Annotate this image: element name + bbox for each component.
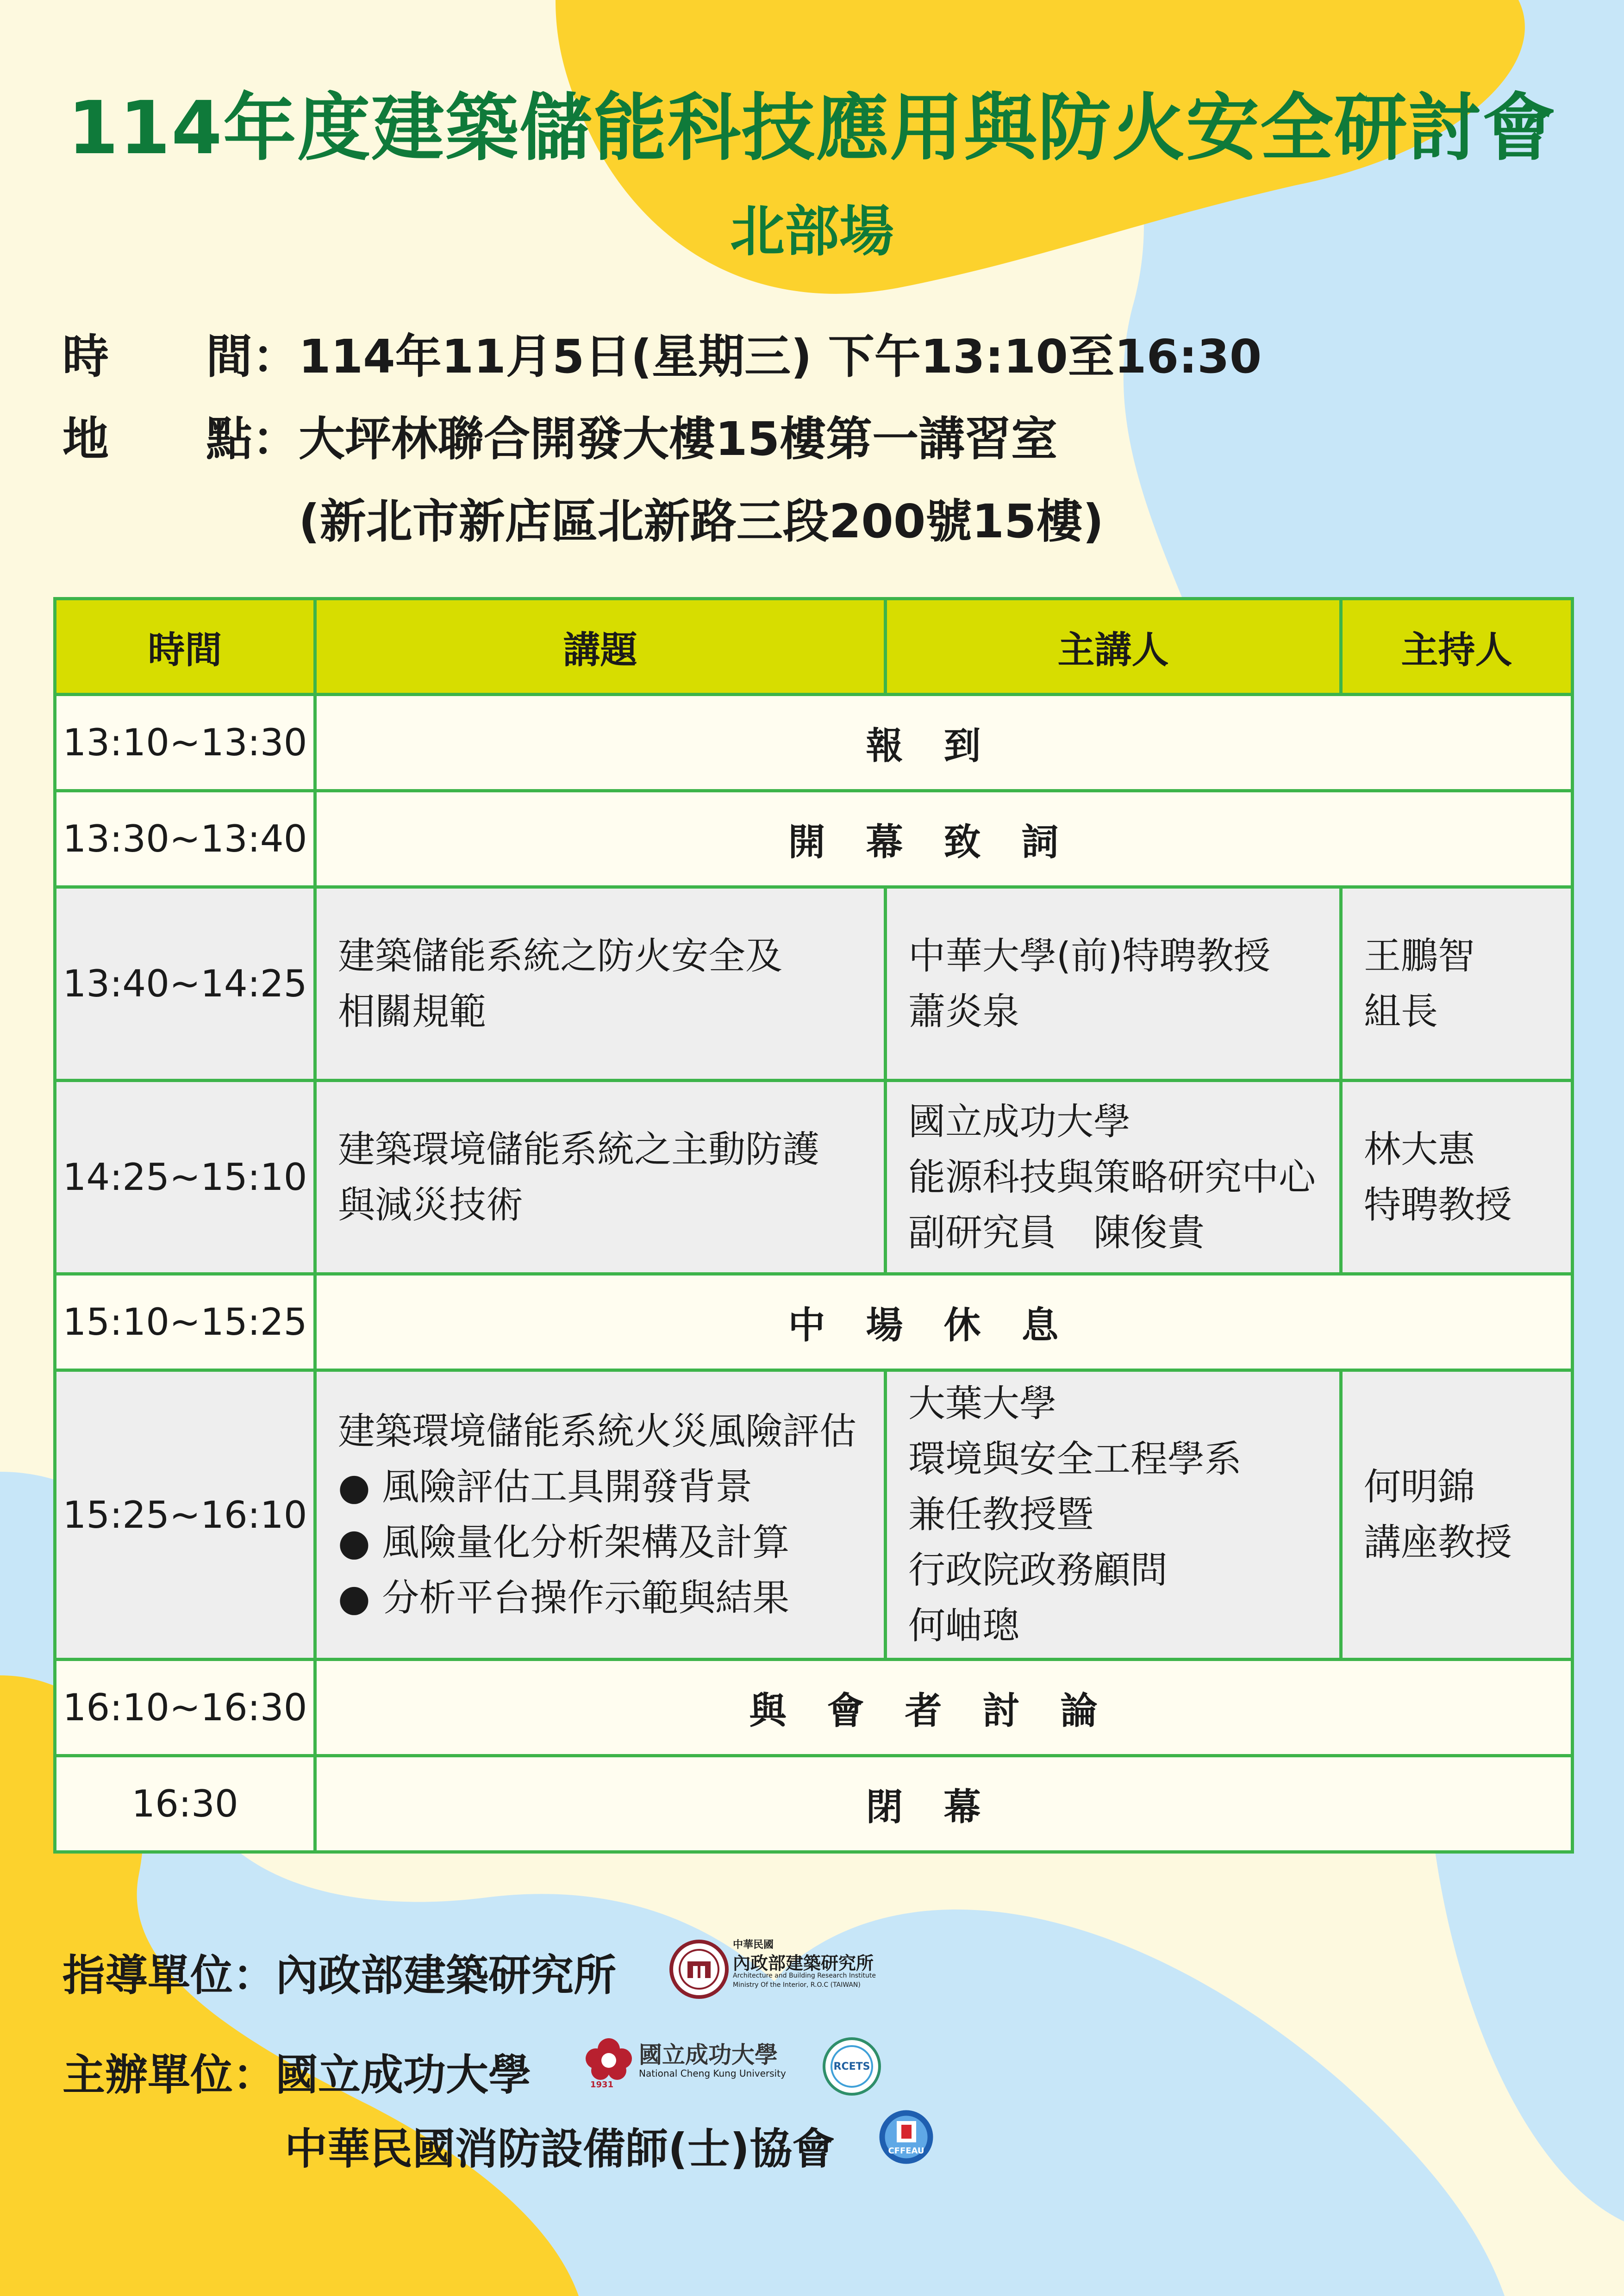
row-event: 與會者討論 — [315, 1660, 1573, 1756]
topic-line: 建築環境儲能系統火災風險評估 — [338, 1410, 856, 1453]
speaker-line: 大葉大學 — [908, 1382, 1056, 1425]
row-time: 16:30 — [55, 1756, 315, 1852]
host-line: 講座教授 — [1364, 1521, 1512, 1564]
table-row — [55, 1660, 1573, 1756]
table-row — [55, 1370, 1573, 1660]
footer-host-label: 主辦單位： — [62, 2050, 276, 2100]
rcets-logo — [822, 2036, 882, 2097]
speaker-line: 兼任教授暨 — [908, 1493, 1093, 1536]
speaker-line: 行政院政務顧問 — [908, 1549, 1168, 1592]
cffeau-emblem-icon — [877, 2108, 935, 2166]
cffeau-label: CFFEAU — [888, 2146, 924, 2156]
row-topic — [315, 1081, 886, 1274]
page-title: 114年度建築儲能科技應用與防火安全研討會 — [68, 86, 1556, 171]
row-time: 15:10~15:25 — [55, 1274, 315, 1370]
row-time: 15:25~16:10 — [55, 1370, 315, 1660]
host-line: 何明錦 — [1364, 1465, 1475, 1508]
header-speaker: 主講人 — [886, 599, 1341, 695]
row-host — [1341, 887, 1573, 1081]
row-time: 14:25~15:10 — [55, 1081, 315, 1274]
speaker-line: 環境與安全工程學系 — [908, 1437, 1242, 1481]
row-speaker — [886, 1081, 1341, 1274]
row-time: 16:10~16:30 — [55, 1660, 315, 1756]
topic-line: 與減災技術 — [338, 1183, 523, 1226]
row-event: 開幕致詞 — [315, 791, 1573, 887]
topic-line: 相關規範 — [338, 989, 486, 1033]
info-place-value: 大坪林聯合開發大樓15樓第一講習室 — [299, 412, 1058, 466]
info-place-label-b: 點： — [206, 412, 299, 466]
header-time: 時間 — [55, 599, 315, 695]
abri-cn-name: 內政部建築研究所 — [733, 1953, 874, 1973]
table-row — [55, 791, 1573, 887]
speaker-line: 何岫璁 — [908, 1604, 1019, 1647]
table-row — [55, 1274, 1573, 1370]
ncku-emblem-icon — [581, 2032, 637, 2087]
footer-guide-value: 內政部建築研究所 — [275, 1951, 617, 2000]
info-time-label-a: 時 — [62, 330, 109, 384]
host-line: 王鵬智 — [1364, 934, 1475, 977]
info-place — [62, 402, 1057, 468]
speaker-line: 能源科技與策略研究中心 — [908, 1155, 1316, 1199]
speaker-line: 國立成功大學 — [908, 1100, 1131, 1143]
ncku-cn-name: 國立成功大學 — [639, 2041, 778, 2068]
speaker-line: 中華大學(前)特聘教授 — [908, 934, 1271, 977]
info-address: (新北市新店區北新路三段200號15樓) — [299, 494, 1104, 548]
host-line: 林大惠 — [1364, 1127, 1475, 1171]
host-line: 組長 — [1364, 989, 1438, 1033]
abri-emblem-icon — [669, 1939, 729, 1999]
ncku-en-name: National Cheng Kung University — [639, 2068, 786, 2079]
table-row — [55, 1081, 1573, 1274]
table-header-row — [55, 599, 1573, 695]
cffeau-logo — [877, 2108, 935, 2166]
host-line: 特聘教授 — [1364, 1183, 1512, 1226]
footer-host-2: 中華民國消防設備師(士)協會 — [285, 2124, 835, 2174]
footer-guide-label: 指導單位： — [62, 1951, 276, 2000]
page-subtitle: 北部場 — [730, 199, 894, 263]
topic-line: 建築儲能系統之防火安全及 — [338, 934, 782, 977]
topic-line: 建築環境儲能系統之主動防護 — [338, 1127, 819, 1171]
row-speaker — [886, 1370, 1341, 1660]
table-row — [55, 695, 1573, 791]
footer-guide — [62, 1941, 616, 2003]
footer-host-value-1: 國立成功大學 — [275, 2050, 531, 2100]
row-time: 13:40~14:25 — [55, 887, 315, 1081]
rcets-label: RCETS — [833, 2061, 870, 2072]
row-event: 報到 — [315, 695, 1573, 791]
row-host — [1341, 1081, 1573, 1274]
row-time: 13:10~13:30 — [55, 695, 315, 791]
info-time-value: 114年11月5日(星期三) 下午13:10至16:30 — [299, 330, 1262, 384]
header-host: 主持人 — [1341, 599, 1573, 695]
row-speaker — [886, 887, 1341, 1081]
speaker-line: 蕭炎泉 — [908, 989, 1019, 1033]
abri-en-ministry: Ministry Of the Interior, R.O.C (TAIWAN) — [733, 1981, 861, 1989]
row-host — [1341, 1370, 1573, 1660]
topic-bullet: ● 風險量化分析架構及計算 — [338, 1521, 790, 1564]
row-topic — [315, 1370, 886, 1660]
abri-en-name: Architecture and Building Research Institute — [733, 1972, 876, 1979]
abri-logo — [669, 1937, 891, 2002]
table-row — [55, 887, 1573, 1081]
header-topic: 講題 — [315, 599, 886, 695]
info-time-label-b: 間： — [206, 330, 299, 384]
row-event: 中場休息 — [315, 1274, 1573, 1370]
info-place-label-a: 地 — [62, 412, 109, 466]
ncku-year: 1931 — [590, 2080, 614, 2090]
row-event: 閉幕 — [315, 1756, 1573, 1852]
schedule-table — [53, 597, 1574, 1854]
abri-cn-small: 中華民國 — [733, 1939, 774, 1951]
ncku-logo — [581, 2032, 785, 2097]
topic-bullet: ● 風險評估工具開發背景 — [338, 1465, 753, 1508]
rcets-emblem-icon — [822, 2036, 882, 2097]
table-row — [55, 1756, 1573, 1852]
footer-host — [62, 2041, 531, 2102]
row-topic — [315, 887, 886, 1081]
row-time: 13:30~13:40 — [55, 791, 315, 887]
speaker-line: 副研究員 陳俊貴 — [908, 1211, 1205, 1254]
info-time — [62, 319, 1262, 386]
topic-bullet: ● 分析平台操作示範與結果 — [338, 1576, 790, 1619]
